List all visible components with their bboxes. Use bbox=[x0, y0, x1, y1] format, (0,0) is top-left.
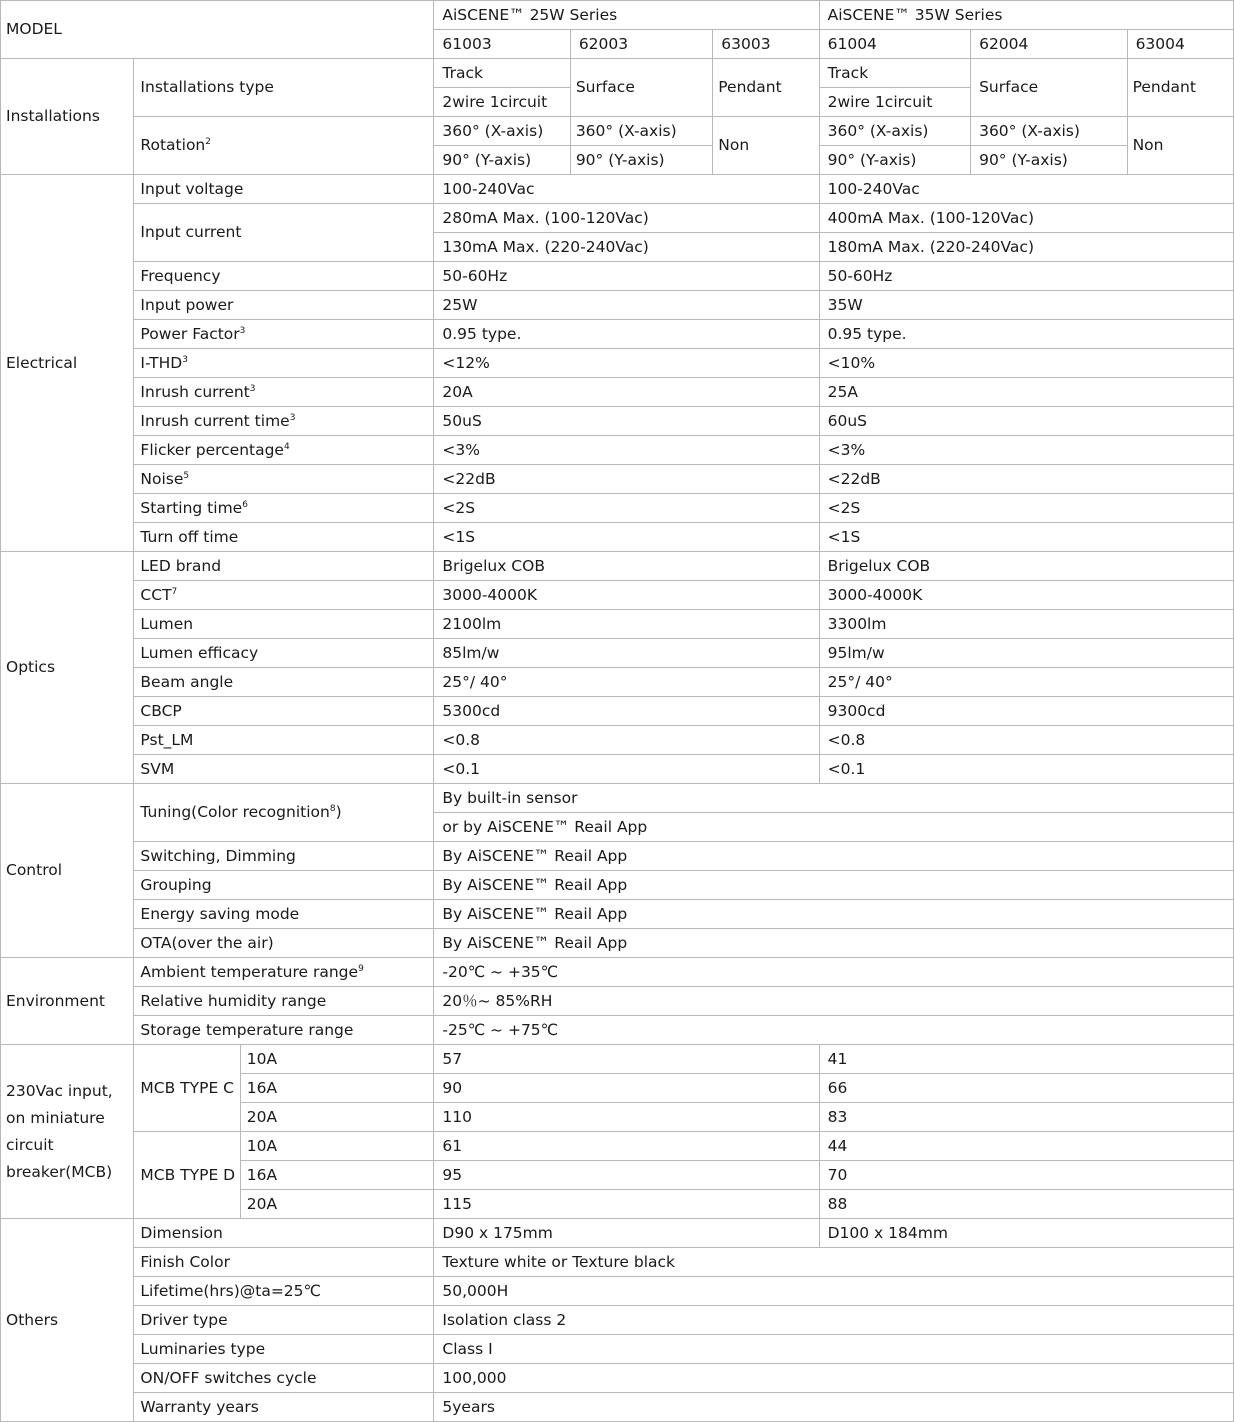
row-label: ON/OFF switches cycle bbox=[134, 1364, 434, 1393]
row-label: Switching, Dimming bbox=[134, 842, 434, 871]
group-installations: Installations bbox=[1, 59, 134, 175]
value-cell: 50-60Hz bbox=[434, 262, 819, 291]
group-mcb: 230Vac input, on miniature circuit breaker(MCB) bbox=[1, 1045, 134, 1219]
value-cell: Pendant bbox=[713, 59, 819, 117]
value-cell: D90 x 175mm bbox=[434, 1219, 819, 1248]
model-header: MODEL bbox=[1, 1, 434, 59]
value-cell: 5300cd bbox=[434, 697, 819, 726]
row-label: Inrush current$^3$ bbox=[134, 378, 434, 407]
value-cell: 360° (X-axis) bbox=[819, 117, 970, 146]
row-label: LED brand bbox=[134, 552, 434, 581]
value-cell: 90° (Y-axis) bbox=[434, 146, 570, 175]
value-cell: 90° (Y-axis) bbox=[971, 146, 1127, 175]
value-cell: Texture white or Texture black bbox=[434, 1248, 1234, 1277]
value-cell: 400mA Max. (100-120Vac) bbox=[819, 204, 1233, 233]
row-label: Dimension bbox=[134, 1219, 434, 1248]
model-number: 61004 bbox=[819, 30, 970, 59]
value-cell: 57 bbox=[434, 1045, 819, 1074]
row-label: Luminaries type bbox=[134, 1335, 434, 1364]
value-cell: 61 bbox=[434, 1132, 819, 1161]
value-cell: 83 bbox=[819, 1103, 1233, 1132]
row-label-installations-type: Installations type bbox=[134, 59, 434, 117]
value-cell: <0.1 bbox=[819, 755, 1233, 784]
value-cell: <2S bbox=[819, 494, 1233, 523]
row-label: SVM bbox=[134, 755, 434, 784]
value-cell: Brigelux COB bbox=[434, 552, 819, 581]
value-cell: 25°/ 40° bbox=[819, 668, 1233, 697]
row-label: Relative humidity range bbox=[134, 987, 434, 1016]
value-cell: 41 bbox=[819, 1045, 1233, 1074]
row-label: Frequency bbox=[134, 262, 434, 291]
value-cell: 115 bbox=[434, 1190, 819, 1219]
value-cell: 60uS bbox=[819, 407, 1233, 436]
value-cell: 100,000 bbox=[434, 1364, 1234, 1393]
group-environment: Environment bbox=[1, 958, 134, 1045]
value-cell: <12% bbox=[434, 349, 819, 378]
model-number: 63003 bbox=[713, 30, 819, 59]
row-label: Noise$^5$ bbox=[134, 465, 434, 494]
value-cell: By AiSCENE™ Reail App bbox=[434, 929, 1234, 958]
value-cell: -20℃ ~ +35℃ bbox=[434, 958, 1234, 987]
value-cell: 25A bbox=[819, 378, 1233, 407]
value-cell: <3% bbox=[819, 436, 1233, 465]
value-cell: Brigelux COB bbox=[819, 552, 1233, 581]
value-cell: 2100lm bbox=[434, 610, 819, 639]
series-25w-header: AiSCENE™ 25W Series bbox=[434, 1, 819, 30]
series-35w-header: AiSCENE™ 35W Series bbox=[819, 1, 1233, 30]
value-cell: 44 bbox=[819, 1132, 1233, 1161]
mcb-rating: 16A bbox=[240, 1161, 434, 1190]
value-cell: 180mA Max. (220-240Vac) bbox=[819, 233, 1233, 262]
value-cell: <0.1 bbox=[434, 755, 819, 784]
row-label: Beam angle bbox=[134, 668, 434, 697]
value-cell: By AiSCENE™ Reail App bbox=[434, 900, 1234, 929]
value-cell: Pendant bbox=[1127, 59, 1233, 117]
row-label: Lifetime(hrs)@ta=25℃ bbox=[134, 1277, 434, 1306]
model-number: 62003 bbox=[570, 30, 712, 59]
value-cell: 9300cd bbox=[819, 697, 1233, 726]
row-label: Warranty years bbox=[134, 1393, 434, 1422]
value-cell: 3300lm bbox=[819, 610, 1233, 639]
value-cell: 50-60Hz bbox=[819, 262, 1233, 291]
value-cell: 360° (X-axis) bbox=[971, 117, 1127, 146]
value-cell: Class I bbox=[434, 1335, 1234, 1364]
row-label: Grouping bbox=[134, 871, 434, 900]
value-cell: 2wire 1circuit bbox=[434, 88, 570, 117]
row-label: CCT$^7$ bbox=[134, 581, 434, 610]
value-cell: <22dB bbox=[819, 465, 1233, 494]
value-cell: 90 bbox=[434, 1074, 819, 1103]
value-cell: Track bbox=[819, 59, 970, 88]
group-control: Control bbox=[1, 784, 134, 958]
value-cell: By built-in sensor bbox=[434, 784, 1234, 813]
model-number: 62004 bbox=[971, 30, 1127, 59]
row-label: OTA(over the air) bbox=[134, 929, 434, 958]
value-cell: 35W bbox=[819, 291, 1233, 320]
value-cell: 3000-4000K bbox=[819, 581, 1233, 610]
value-cell: 85lm/w bbox=[434, 639, 819, 668]
row-label: Inrush current time$^3$ bbox=[134, 407, 434, 436]
value-cell: 2wire 1circuit bbox=[819, 88, 970, 117]
value-cell: 50,000H bbox=[434, 1277, 1234, 1306]
value-cell: Surface bbox=[971, 59, 1127, 117]
value-cell: 50uS bbox=[434, 407, 819, 436]
mcb-rating: 10A bbox=[240, 1132, 434, 1161]
value-cell: 0.95 type. bbox=[434, 320, 819, 349]
row-label: Storage temperature range bbox=[134, 1016, 434, 1045]
value-cell: By AiSCENE™ Reail App bbox=[434, 871, 1234, 900]
row-label: Power Factor$^3$ bbox=[134, 320, 434, 349]
value-cell: 95lm/w bbox=[819, 639, 1233, 668]
mcb-type-d-label: MCB TYPE D bbox=[134, 1132, 240, 1219]
row-label: Finish Color bbox=[134, 1248, 434, 1277]
group-others: Others bbox=[1, 1219, 134, 1422]
row-label: Lumen bbox=[134, 610, 434, 639]
value-cell: or by AiSCENE™ Reail App bbox=[434, 813, 1234, 842]
model-number: 63004 bbox=[1127, 30, 1233, 59]
value-cell: <0.8 bbox=[434, 726, 819, 755]
value-cell: 66 bbox=[819, 1074, 1233, 1103]
value-cell: <22dB bbox=[434, 465, 819, 494]
value-cell: 3000-4000K bbox=[434, 581, 819, 610]
value-cell: 88 bbox=[819, 1190, 1233, 1219]
value-cell: 95 bbox=[434, 1161, 819, 1190]
value-cell: Isolation class 2 bbox=[434, 1306, 1234, 1335]
value-cell: By AiSCENE™ Reail App bbox=[434, 842, 1234, 871]
value-cell: 0.95 type. bbox=[819, 320, 1233, 349]
row-label: Flicker percentage$^4$ bbox=[134, 436, 434, 465]
value-cell: -25℃ ~ +75℃ bbox=[434, 1016, 1234, 1045]
row-label: Energy saving mode bbox=[134, 900, 434, 929]
row-label-rotation: Rotation$^2$ bbox=[134, 117, 434, 175]
row-label: Ambient temperature range$^9$ bbox=[134, 958, 434, 987]
value-cell: 5years bbox=[434, 1393, 1234, 1422]
mcb-rating: 16A bbox=[240, 1074, 434, 1103]
value-cell: 90° (Y-axis) bbox=[819, 146, 970, 175]
value-cell: 25°/ 40° bbox=[434, 668, 819, 697]
value-cell: 70 bbox=[819, 1161, 1233, 1190]
value-cell: <10% bbox=[819, 349, 1233, 378]
group-optics: Optics bbox=[1, 552, 134, 784]
value-cell: Non bbox=[713, 117, 819, 175]
value-cell: 20％~ 85%RH bbox=[434, 987, 1234, 1016]
mcb-type-c-label: MCB TYPE C bbox=[134, 1045, 240, 1132]
row-label: Lumen efficacy bbox=[134, 639, 434, 668]
row-label: Starting time$^6$ bbox=[134, 494, 434, 523]
row-label: Input power bbox=[134, 291, 434, 320]
value-cell: 25W bbox=[434, 291, 819, 320]
value-cell: <0.8 bbox=[819, 726, 1233, 755]
row-label-tuning: Tuning(Color recognition$^8$) bbox=[134, 784, 434, 842]
row-label: Input current bbox=[134, 204, 434, 262]
row-label: Pst_LM bbox=[134, 726, 434, 755]
value-cell: <1S bbox=[434, 523, 819, 552]
value-cell: 100-240Vac bbox=[434, 175, 819, 204]
value-cell: Non bbox=[1127, 117, 1233, 175]
row-label: Input voltage bbox=[134, 175, 434, 204]
mcb-rating: 20A bbox=[240, 1103, 434, 1132]
value-cell: 280mA Max. (100-120Vac) bbox=[434, 204, 819, 233]
value-cell: <1S bbox=[819, 523, 1233, 552]
value-cell: Surface bbox=[570, 59, 712, 117]
row-label: Turn off time bbox=[134, 523, 434, 552]
value-cell: <2S bbox=[434, 494, 819, 523]
row-label: Driver type bbox=[134, 1306, 434, 1335]
row-label: CBCP bbox=[134, 697, 434, 726]
value-cell: Track bbox=[434, 59, 570, 88]
value-cell: <3% bbox=[434, 436, 819, 465]
mcb-rating: 10A bbox=[240, 1045, 434, 1074]
row-label: I-THD$^3$ bbox=[134, 349, 434, 378]
value-cell: 90° (Y-axis) bbox=[570, 146, 712, 175]
value-cell: D100 x 184mm bbox=[819, 1219, 1233, 1248]
model-number: 61003 bbox=[434, 30, 570, 59]
group-electrical: Electrical bbox=[1, 175, 134, 552]
value-cell: 100-240Vac bbox=[819, 175, 1233, 204]
value-cell: 110 bbox=[434, 1103, 819, 1132]
value-cell: 360° (X-axis) bbox=[434, 117, 570, 146]
mcb-rating: 20A bbox=[240, 1190, 434, 1219]
value-cell: 130mA Max. (220-240Vac) bbox=[434, 233, 819, 262]
value-cell: 20A bbox=[434, 378, 819, 407]
value-cell: 360° (X-axis) bbox=[570, 117, 712, 146]
